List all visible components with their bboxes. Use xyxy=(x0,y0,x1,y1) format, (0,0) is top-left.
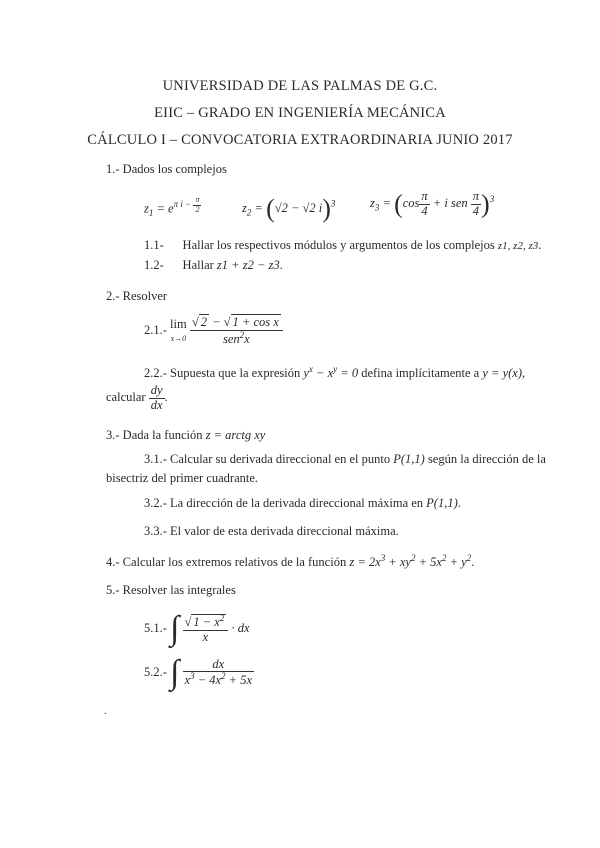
sub-1-1-vars: z1, z2, z3 xyxy=(497,240,539,252)
dy-dx: $\frac{dy}{dx}$ xyxy=(150,383,163,412)
q5-label: 5.- Resolver las integrales xyxy=(106,583,236,597)
z1-formula: $z_1 = e^{\pi i - \frac{\pi}{2}}$ xyxy=(144,195,200,219)
sub-3-3: 3.3.- El valor de esta derivada direccional máxima. xyxy=(144,524,399,538)
header-exam: CÁLCULO I – CONVOCATORIA EXTRAORDINARIA JUNIO 2017 xyxy=(87,132,513,148)
z2-formula: $z_2 = (√2 - √2$ i)$^3$ xyxy=(242,194,336,223)
limit-fraction: $\frac{\text{√ 2 − √ 1 + cos x}}{sen^2x}$ xyxy=(190,316,283,347)
point-p-2: P(1,1) xyxy=(426,496,458,510)
q4: 4.- Calcular los extremos relativos de la función $z = 2x^3 + xy^2 + 5x^2 + y^2$. xyxy=(106,553,475,570)
z3-lhs: z xyxy=(370,196,375,211)
q3-function: z = arctg xy xyxy=(205,428,266,442)
sub-1-1: 1.1- Hallar los respectivos módulos y argumentos de los complejos z1, z2, z3. xyxy=(144,238,542,252)
sub-3-1-rest: según la dirección de la xyxy=(427,452,546,466)
sub-2-2-fn: y = y(x) xyxy=(482,366,523,381)
sub-3-1-line1 xyxy=(144,452,546,467)
stray-mark: . xyxy=(104,706,107,717)
q3-label xyxy=(106,428,265,443)
q2-label: 2.- Resolver xyxy=(106,289,168,303)
integral-sign-2: ∫ xyxy=(170,654,180,691)
q4-function: $z = 2x^3 + xy^2 + 5x^2 + y^2$ xyxy=(349,553,472,570)
integral-5-2: 5.2.- ∫ $\frac{dx}{x^3 - 4x^2 + 5x}$ xyxy=(144,654,253,691)
sub-2-2-text: Supuesta que la expresión xyxy=(170,366,301,381)
z2-lhs: z xyxy=(242,200,247,215)
header-university: UNIVERSIDAD DE LAS PALMAS DE G.C. xyxy=(162,78,438,94)
sub-5-1-num: 5.1.- xyxy=(144,620,167,635)
sub-2-2-mid: defina implícitamente a xyxy=(361,366,480,381)
sub-2-1 xyxy=(144,316,283,347)
sub-5-2-num: 5.2.- xyxy=(144,664,167,679)
integral-5-1: 5.1.- ∫ $\frac{√ 1 - x^2}{x}$ · dx xyxy=(144,610,250,647)
q4-label: 4.- Calcular los extremos relativos de la función xyxy=(106,555,347,570)
sub-1-1-text: Hallar los respectivos módulos y argumentos de los complejos xyxy=(182,238,495,252)
sub-2-2-line2: calcular $\frac{dy}{dx}$ . xyxy=(106,383,168,412)
sub-1-2-num: 1.2- xyxy=(144,258,164,272)
sub-3-2: 3.2.- La dirección de la derivada direccional máxima en P(1,1). xyxy=(144,496,461,510)
sub-2-2-num: 2.2.- xyxy=(144,366,167,381)
z1-lhs: z xyxy=(144,201,149,216)
sub-1-2-text: Hallar xyxy=(182,258,214,272)
header-degree: EIIC – GRADO EN INGENIERÍA MECÁNICA xyxy=(154,105,446,121)
q3-label-text: 3.- Dada la función xyxy=(106,428,203,442)
sub-3-1-line2: bisectriz del primer cuadrante. xyxy=(106,471,259,485)
sub-1-2: 1.2- Hallar z1 + z2 − z3. xyxy=(144,258,283,272)
sub-1-1-num: 1.1- xyxy=(144,238,164,252)
implicit-expression: $y^x - x^y = 0$ xyxy=(303,364,359,381)
integral-sign: ∫ xyxy=(170,610,180,647)
sub-2-2-calc: calcular xyxy=(106,390,146,405)
sub-1-2-expr: z1 + z2 − z3 xyxy=(216,258,280,272)
sub-3-2-text: 3.2.- La dirección de la derivada direccional máxima en xyxy=(144,496,424,510)
sub-2-2-line1: 2.2.- Supuesta que la expresión $y^x - x^y = 0$ defina implícitamente a y = y(x), xyxy=(144,364,526,381)
z3-formula: $z_3 = (\cos$ $\frac{\pi}{4}$ + i sen $\frac{\pi}{4}$ )$^3$ xyxy=(370,189,495,219)
sub-3-1-text: 3.1.- Calcular su derivada direccional en el punto xyxy=(144,452,391,466)
lim-word: lim xyxy=(170,316,187,331)
point-p: P(1,1) xyxy=(393,452,425,466)
q1-label: 1.- Dados los complejos xyxy=(106,162,227,176)
sub-2-1-num: 2.1.- xyxy=(144,323,167,338)
lim-subscript: x→0 xyxy=(170,334,187,344)
